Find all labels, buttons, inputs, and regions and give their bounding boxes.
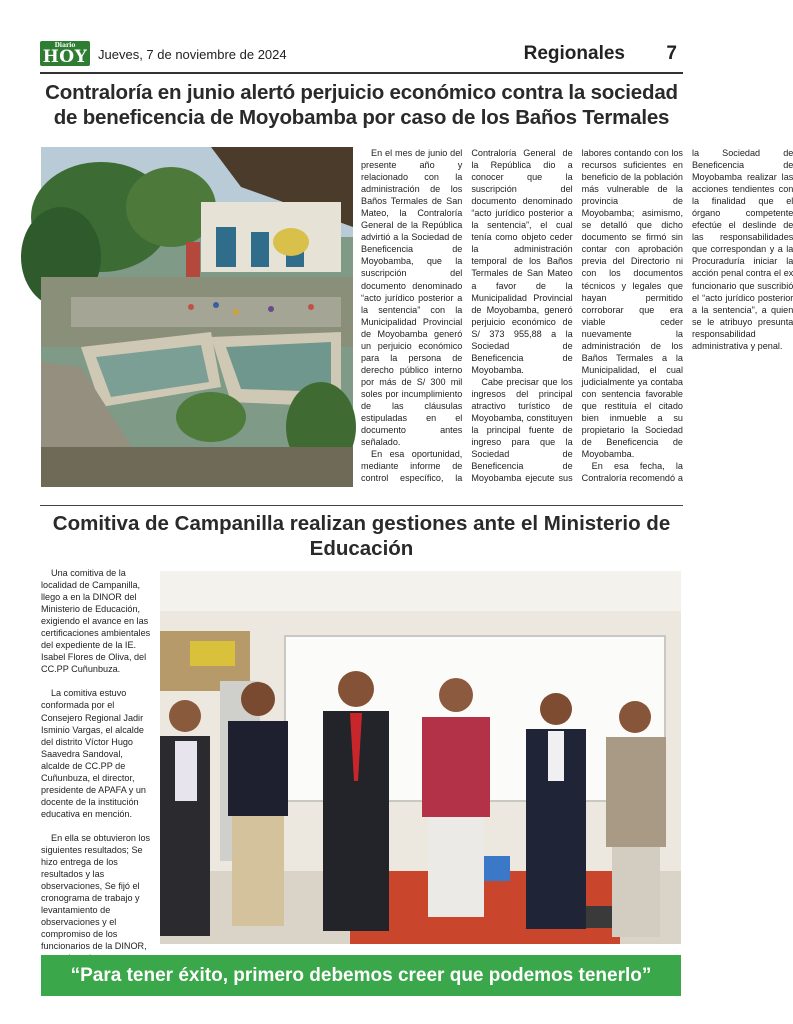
- article1-paragraph: En esa fecha, la Contraloría recomendó a la Sociedad de Beneficencia de Moyobamba realizar las acciones tendientes con la finalidad que el órgano competente efectúe el deslinde de las responsabilidades que correspondan y a la Procuraduría iniciar la acción penal contra el ex funcionario que suscribió el “acto jurídico posterior a la sentencia”, a quien se le atribuyo presunta responsabilidad administrativa y penal.: [581, 148, 793, 484]
- article2-body: [41, 567, 154, 976]
- delegation-group-photo: [160, 571, 681, 944]
- motivational-quote-banner: “Para tener éxito, primero debemos creer que podemos tenerlo”: [41, 955, 681, 996]
- logo-small-text: Diario: [54, 42, 76, 49]
- article2-paragraph: En ella se obtuvieron los siguientes resultados; Se hizo entrega de los resultados y las observaciones, Se fijó el cronograma de trabajo y levantamiento de observaciones y el compromiso de los funcionarios de la DINOR,: [41, 832, 151, 952]
- article2-headline: Comitiva de Campanilla realizan gestiones ante el Ministerio de Educación: [52, 512, 671, 560]
- page-header: [40, 40, 683, 70]
- page-number: 7: [666, 43, 677, 64]
- article-divider: [40, 505, 683, 506]
- article1-paragraph: En el mes de junio del presente año y relacionado con la administración de los Baños Termales de San Mateo, la Contraloría General de la República advirtió a la Sociedad de Beneficencia de Moyobamba, que la suscripción del documento denominado “acto jurídico posterior a la sentencia” con la Municipalidad Provincial de Moyobamba generó un perjuicio económico para la persona de derecho público interno por más de S/ 300 mil soles por incumplimiento de las cláusulas estipuladas en el documento antes señalado.: [361, 148, 463, 448]
- header-divider: [40, 72, 683, 74]
- article1-paragraph: En esa oportunidad, mediante informe de control específico, la Contraloría General de la República dio a conocer que la suscripción del documento denominado “acto jurídico posterior a la sentencia”, el cual tenía como objeto ceder la administración temporal de los Baños Termales de San Mateo a favor de la Municipalidad Provincial de Moyobamba, generó perjuicio económico de S/ 373 955,88 a la Sociedad de Beneficencia de Moyobamba.: [361, 148, 573, 484]
- article1-body: [361, 147, 793, 491]
- article2-paragraph: Una comitiva de la localidad de Campanilla, llego a en la DINOR del Ministerio de Educación, exigiendo el avance en las certificaciones ambientales del expediente de la IE. Isabel Flores de Oliva, del CC.PP Cuñunbuza.: [41, 568, 151, 675]
- logo-main-text: HOY: [42, 47, 88, 67]
- issue-date: Jueves, 7 de noviembre de 2024: [98, 47, 287, 62]
- article1-paragraph: Cabe precisar que los ingresos del principal atractivo turístico de Moyobamba, constituyen la principal fuente de ingreso para que la Sociedad de Beneficencia de Moyobamba ejecute sus labores contando con los recursos suficientes en beneficio de la población más vulnerable de la provincia de Moyobamba; asimismo, se detalló que dicho documento se firmó sin contar con aprobación previa del Directorio ni con los documentos técnicos y legales que hayan permitido corroborar que era viable ceder nuevamente la administración de los Baños Termales a la Municipalidad, el cual judicialmente ya contaba con sentencia favorable que restituía el citado bien inmueble a su propietario la Sociedad de Beneficencia de Moyobamba.: [471, 148, 683, 484]
- section-name: Regionales: [523, 43, 625, 64]
- thermal-baths-photo: [41, 147, 353, 487]
- article1-headline: Contraloría en junio alertó perjuicio económico contra la sociedad de beneficencia de Moyobamba por caso de los Baños Termales: [45, 81, 678, 129]
- newspaper-logo: [40, 41, 90, 66]
- article2-paragraph: La comitiva estuvo conformada por el Consejero Regional Jadir Isminio Vargas, el alcalde del distrito Víctor Hugo Saavedra Sandoval, alcalde de CC.PP de Cuñunbuza, el director, presidente de APAFA y un docente de la institución educativa en mención.: [41, 688, 146, 819]
